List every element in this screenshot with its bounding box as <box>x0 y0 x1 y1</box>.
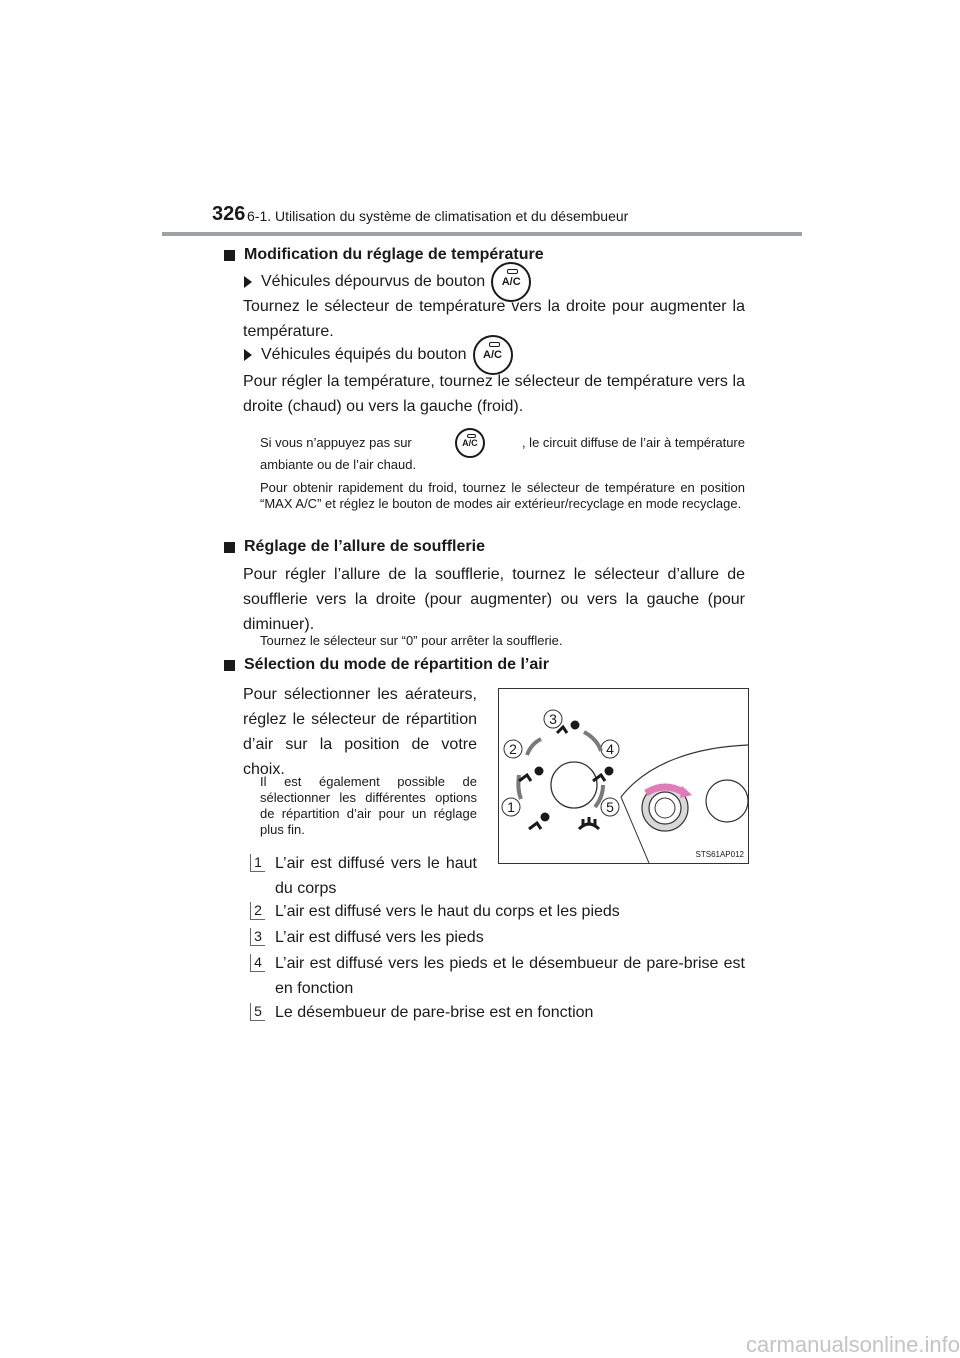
paragraph-mode: Pour sélectionner les aérateurs, réglez le sélecteur de répartition d’air sur la position de votre choix. <box>243 686 477 778</box>
mode-dial-illustration <box>499 689 748 863</box>
paragraph-temp-2: Pour régler la température, tournez le sélecteur de température vers la droite (chaud) ou vers la gauche (froid). <box>243 373 745 415</box>
item-text: L’air est diffusé vers le haut du corps <box>275 855 477 897</box>
header-divider <box>162 232 802 236</box>
section-square-icon <box>224 542 235 553</box>
section-heading-fan <box>224 538 485 556</box>
item-text: L’air est diffusé vers le haut du corps et les pieds <box>275 903 620 920</box>
item-text: L’air est diffusé vers les pieds <box>275 929 484 946</box>
svg-text:2: 2 <box>509 741 517 757</box>
chapter-title: 6-1. Utilisation du système de climatisation et du désembueur <box>247 208 629 224</box>
item-text: L’air est diffusé vers les pieds et le désembueur de pare-brise est en fonction <box>275 955 745 997</box>
svg-text:1: 1 <box>507 799 515 815</box>
list-item <box>250 951 745 1001</box>
item-number: 4 <box>250 954 265 972</box>
bullet-text: Véhicules équipés du bouton <box>261 346 467 363</box>
watermark: carmanualsonline.info <box>745 1332 960 1357</box>
note-temp-2: Pour obtenir rapidement du froid, tournez le sélecteur de température en position “MAX A/C” et réglez le bouton de modes air extérieur/recyclage en mode recyclage. <box>260 480 745 511</box>
section-title: Sélection du mode de répartition de l’air <box>244 656 549 673</box>
ac-button-icon: A/C <box>491 262 531 302</box>
mode-knob-center <box>551 762 597 808</box>
ac-button-icon: A/C <box>473 335 513 375</box>
bullet-text: Véhicules dépourvus de bouton <box>261 273 486 290</box>
item-number: 1 <box>250 854 265 872</box>
list-item <box>250 925 745 950</box>
page-number: 326 <box>212 203 246 225</box>
item-number: 3 <box>250 928 265 946</box>
note-temp-1: Si vous n’appuyez pas sur A/C , le circuit diffuse de l’air à température <box>260 428 745 458</box>
svg-text:3: 3 <box>549 711 557 727</box>
section-title: Réglage de l’allure de soufflerie <box>244 538 485 555</box>
list-item <box>250 899 745 924</box>
note-mode: Il est également possible de sélectionner les différentes options de répartition d’air pour un réglage plus fin. <box>260 774 477 837</box>
paragraph-fan: Pour régler l’allure de la soufflerie, tournez le sélecteur d’allure de soufflerie vers la droite (pour augmenter) ou vers la gauche (pour diminuer). <box>243 566 745 633</box>
item-text: Le désembueur de pare-brise est en fonction <box>275 1004 594 1021</box>
item-number: 2 <box>250 902 265 920</box>
section-square-icon <box>224 250 235 261</box>
ac-button-icon: A/C <box>455 428 485 458</box>
section-title: Modification du réglage de température <box>244 246 544 263</box>
note-temp-1-cont: ambiante ou de l’air chaud. <box>260 457 417 472</box>
section-square-icon <box>224 660 235 671</box>
mode-selector-figure <box>498 688 749 864</box>
paragraph-temp-1: Tournez le sélecteur de température vers la droite pour augmenter la température. <box>243 298 745 340</box>
triangle-bullet-icon <box>244 276 252 288</box>
svg-text:5: 5 <box>606 799 614 815</box>
triangle-bullet-icon <box>244 349 252 361</box>
section-heading-mode <box>224 656 549 674</box>
item-number: 5 <box>250 1003 265 1021</box>
figure-code: STS61AP012 <box>695 850 744 859</box>
list-item <box>250 851 477 901</box>
svg-text:4: 4 <box>606 741 614 757</box>
note-fan: Tournez le sélecteur sur “0” pour arrêter la soufflerie. <box>260 633 563 648</box>
list-item <box>250 1000 745 1025</box>
